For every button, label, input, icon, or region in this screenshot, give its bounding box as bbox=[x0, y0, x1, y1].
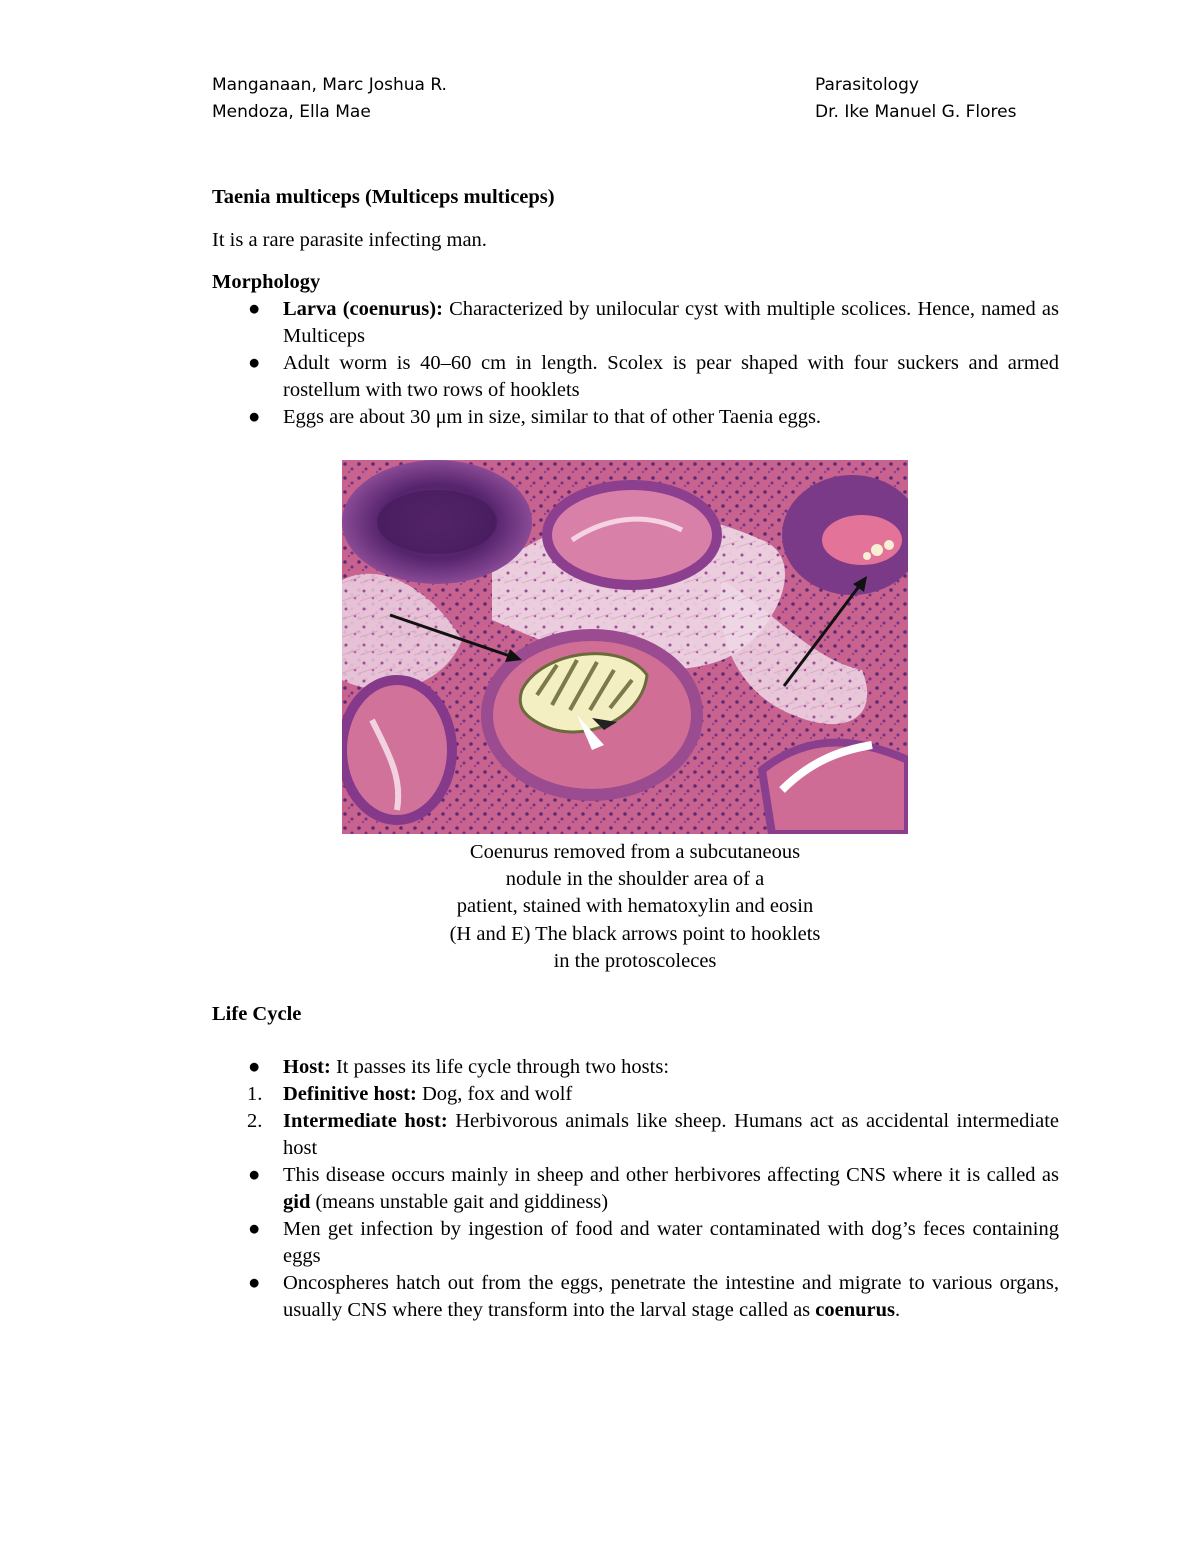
definitive-host-text: Dog, fox and wolf bbox=[416, 1083, 573, 1105]
list-number: 2. bbox=[247, 1110, 263, 1132]
life-cycle-heading: Life Cycle bbox=[212, 1003, 302, 1025]
adult-worm-text: Adult worm is 40–60 cm in length. Scolex is pear shaped with four suckers and armed rostellum with two rows of hooklets bbox=[283, 352, 1059, 401]
list-number: 1. bbox=[247, 1083, 263, 1105]
document-title: Taenia multiceps (Multiceps multiceps) bbox=[212, 186, 555, 208]
figure-caption bbox=[342, 839, 928, 975]
oncospheres-text-end: . bbox=[895, 1299, 901, 1321]
life-cycle-list bbox=[212, 1054, 1059, 1324]
coenurus-term: coenurus bbox=[815, 1299, 896, 1321]
bullet-icon: ● bbox=[248, 1056, 261, 1078]
list-item bbox=[212, 350, 1059, 404]
main-content bbox=[212, 184, 1059, 431]
infection-text: Men get infection by ingestion of food and water contaminated with dog’s feces containing eggs bbox=[283, 1218, 1059, 1267]
bullet-icon: ● bbox=[248, 1218, 261, 1240]
disease-text-end: (means unstable gait and giddiness) bbox=[310, 1191, 609, 1213]
bullet-icon: ● bbox=[248, 298, 261, 320]
oncospheres-text: Oncospheres hatch out from the eggs, penetrate the intestine and migrate to various organs, usually CNS where they transform into the larval stage called as bbox=[283, 1272, 1059, 1321]
morphology-heading: Morphology bbox=[212, 271, 321, 293]
larva-label: Larva (coenurus): bbox=[283, 298, 443, 320]
author-1: Manganaan, Marc Joshua R. bbox=[212, 75, 447, 95]
caption-line: (H and E) The black arrows point to hooklets bbox=[449, 922, 821, 945]
larva-text: Characterized by unilocular cyst with multiple scolices. Hence, named as Multiceps bbox=[283, 298, 1059, 347]
list-item bbox=[212, 404, 1059, 431]
course-name: Parasitology bbox=[815, 75, 919, 95]
intermediate-host-text: Herbivorous animals like sheep. Humans act as accidental intermediate host bbox=[283, 1110, 1059, 1159]
disease-text: This disease occurs mainly in sheep and other herbivores affecting CNS where it is called as bbox=[283, 1164, 1059, 1186]
bullet-icon: ● bbox=[248, 1164, 261, 1186]
caption-line: nodule in the shoulder area of a bbox=[505, 868, 765, 891]
bullet-icon: ● bbox=[248, 352, 261, 374]
bullet-icon: ● bbox=[248, 1272, 261, 1294]
list-item bbox=[212, 1108, 1059, 1162]
hosts-list bbox=[212, 1081, 1059, 1162]
intro-text: It is a rare parasite infecting man. bbox=[212, 229, 487, 251]
bullet-icon: ● bbox=[248, 406, 261, 428]
list-item bbox=[212, 296, 1059, 350]
header-right bbox=[815, 72, 1016, 126]
gid-term: gid bbox=[283, 1191, 311, 1213]
host-label: Host: bbox=[283, 1056, 331, 1078]
morphology-list bbox=[212, 296, 1059, 431]
list-item bbox=[212, 1270, 1059, 1324]
eggs-text: Eggs are about 30 μm in size, similar to that of other Taenia eggs. bbox=[283, 406, 822, 428]
list-item bbox=[212, 1162, 1059, 1216]
author-2: Mendoza, Ella Mae bbox=[212, 102, 371, 122]
intermediate-host-label: Intermediate host: bbox=[283, 1110, 448, 1132]
micrograph-image bbox=[342, 460, 908, 834]
instructor-name: Dr. Ike Manuel G. Flores bbox=[815, 102, 1017, 122]
definitive-host-label: Definitive host: bbox=[283, 1083, 417, 1105]
list-item bbox=[212, 1216, 1059, 1270]
caption-line: in the protoscoleces bbox=[553, 949, 717, 972]
caption-line: patient, stained with hematoxylin and eosin bbox=[456, 895, 814, 918]
life-cycle-section bbox=[212, 1001, 1059, 1324]
histology-figure bbox=[342, 460, 908, 834]
header-left bbox=[212, 72, 447, 126]
protoscolex-top bbox=[547, 485, 717, 585]
list-item bbox=[212, 1054, 1059, 1162]
list-item bbox=[212, 1081, 1059, 1108]
caption-line: Coenurus removed from a subcutaneous bbox=[469, 841, 801, 863]
host-text: It passes its life cycle through two hosts: bbox=[330, 1056, 670, 1078]
